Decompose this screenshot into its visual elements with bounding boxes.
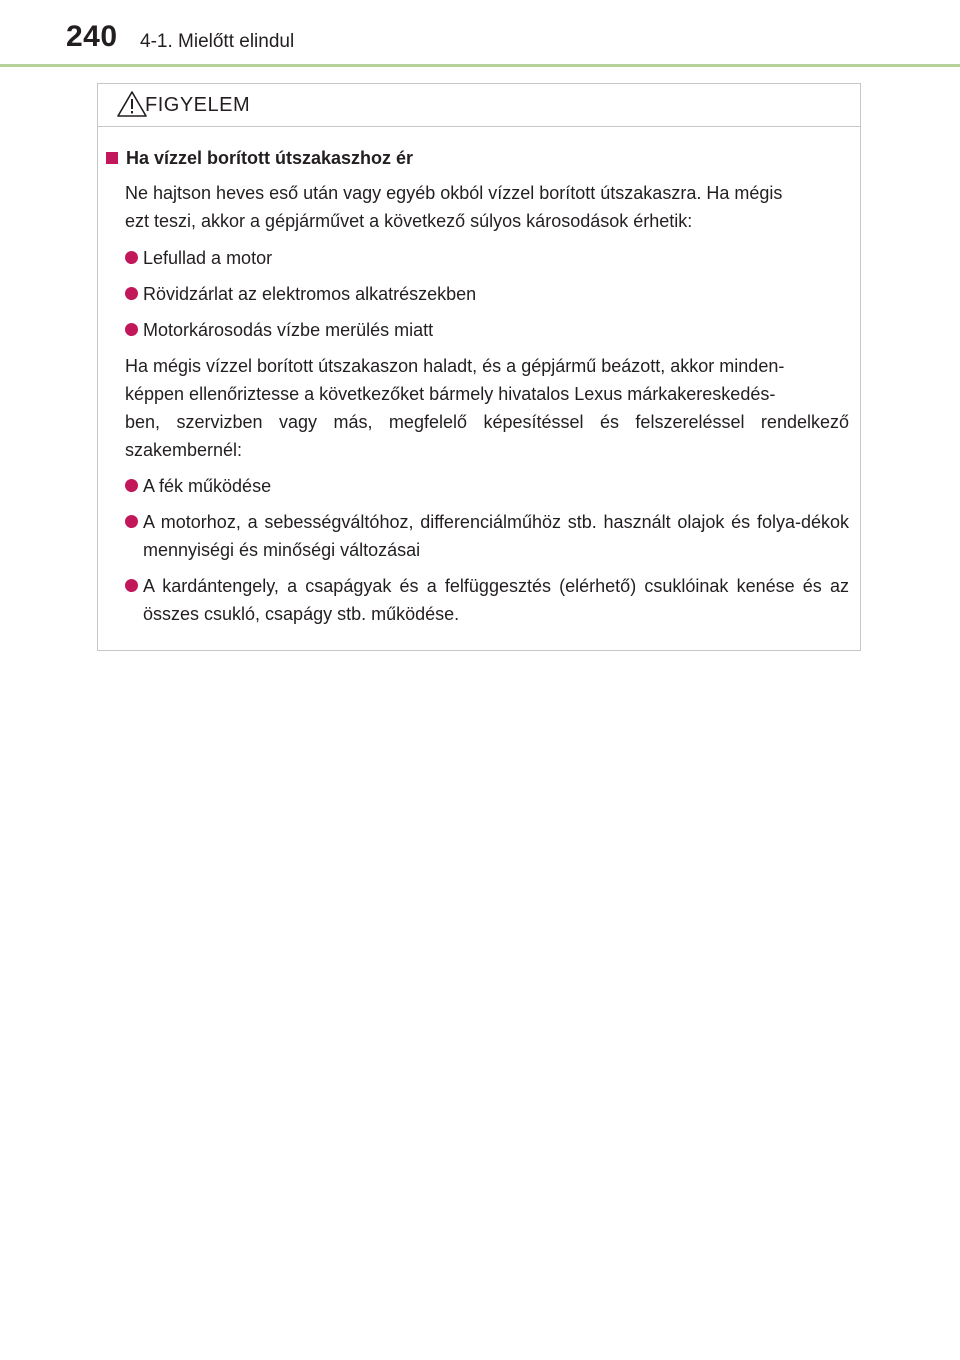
warning-box [97,83,861,651]
list-item: Rövidzárlat az elektromos alkatrészekben [125,280,849,308]
intro-paragraph [125,179,849,235]
bullet-dot-icon [125,479,138,492]
section-title: 4-1. Mielőtt elindul [140,31,295,52]
inspection-line-3: ben, szervizben vagy más, megfelelő képesítéssel és felszereléssel rendelkező [125,412,849,432]
bullet-dot-icon [125,287,138,300]
intro-line-1: Ne hajtson heves eső után vagy egyéb okból vízzel borított útszakaszra. Ha mégis [125,183,783,203]
inspection-paragraph [125,352,849,464]
sub-heading [106,148,413,169]
warning-triangle-icon [116,90,148,118]
list-item: Lefullad a motor [125,244,849,272]
list-item: A kardántengely, a csapágyak és a felfüggesztés (elérhető) csuklóinak kenése és az összes csukló, csapágy stb. működése. [125,572,849,628]
list-item: A fék működése [125,472,849,500]
intro-line-2: ezt teszi, akkor a gépjárművet a következő súlyos károsodások érhetik: [125,211,693,231]
warning-header [98,84,860,127]
page-number: 240 [66,20,118,53]
bullet-dot-icon [125,251,138,264]
bullet-dot-icon [125,579,138,592]
list-item: Motorkárosodás vízbe merülés miatt [125,316,849,344]
sub-heading-text: Ha vízzel borított útszakaszhoz ér [126,148,414,168]
warning-label: FIGYELEM [145,94,251,116]
list-item: A motorhoz, a sebességváltóhoz, differenciálműhöz stb. használt olajok és folya-dékok mennyiségi és minőségi változásai [125,508,849,564]
inspection-line-2: képpen ellenőriztesse a következőket bármely hivatalos Lexus márkakereskedés- [125,384,776,404]
square-bullet-icon [106,152,118,164]
bullet-dot-icon [125,323,138,336]
bullet-dot-icon [125,515,138,528]
page-header [0,0,960,72]
inspection-line-1: Ha mégis vízzel borított útszakaszon haladt, és a gépjármű beázott, akkor minden- [125,356,785,376]
header-divider [0,64,960,67]
inspection-line-4: szakembernél: [125,440,243,460]
